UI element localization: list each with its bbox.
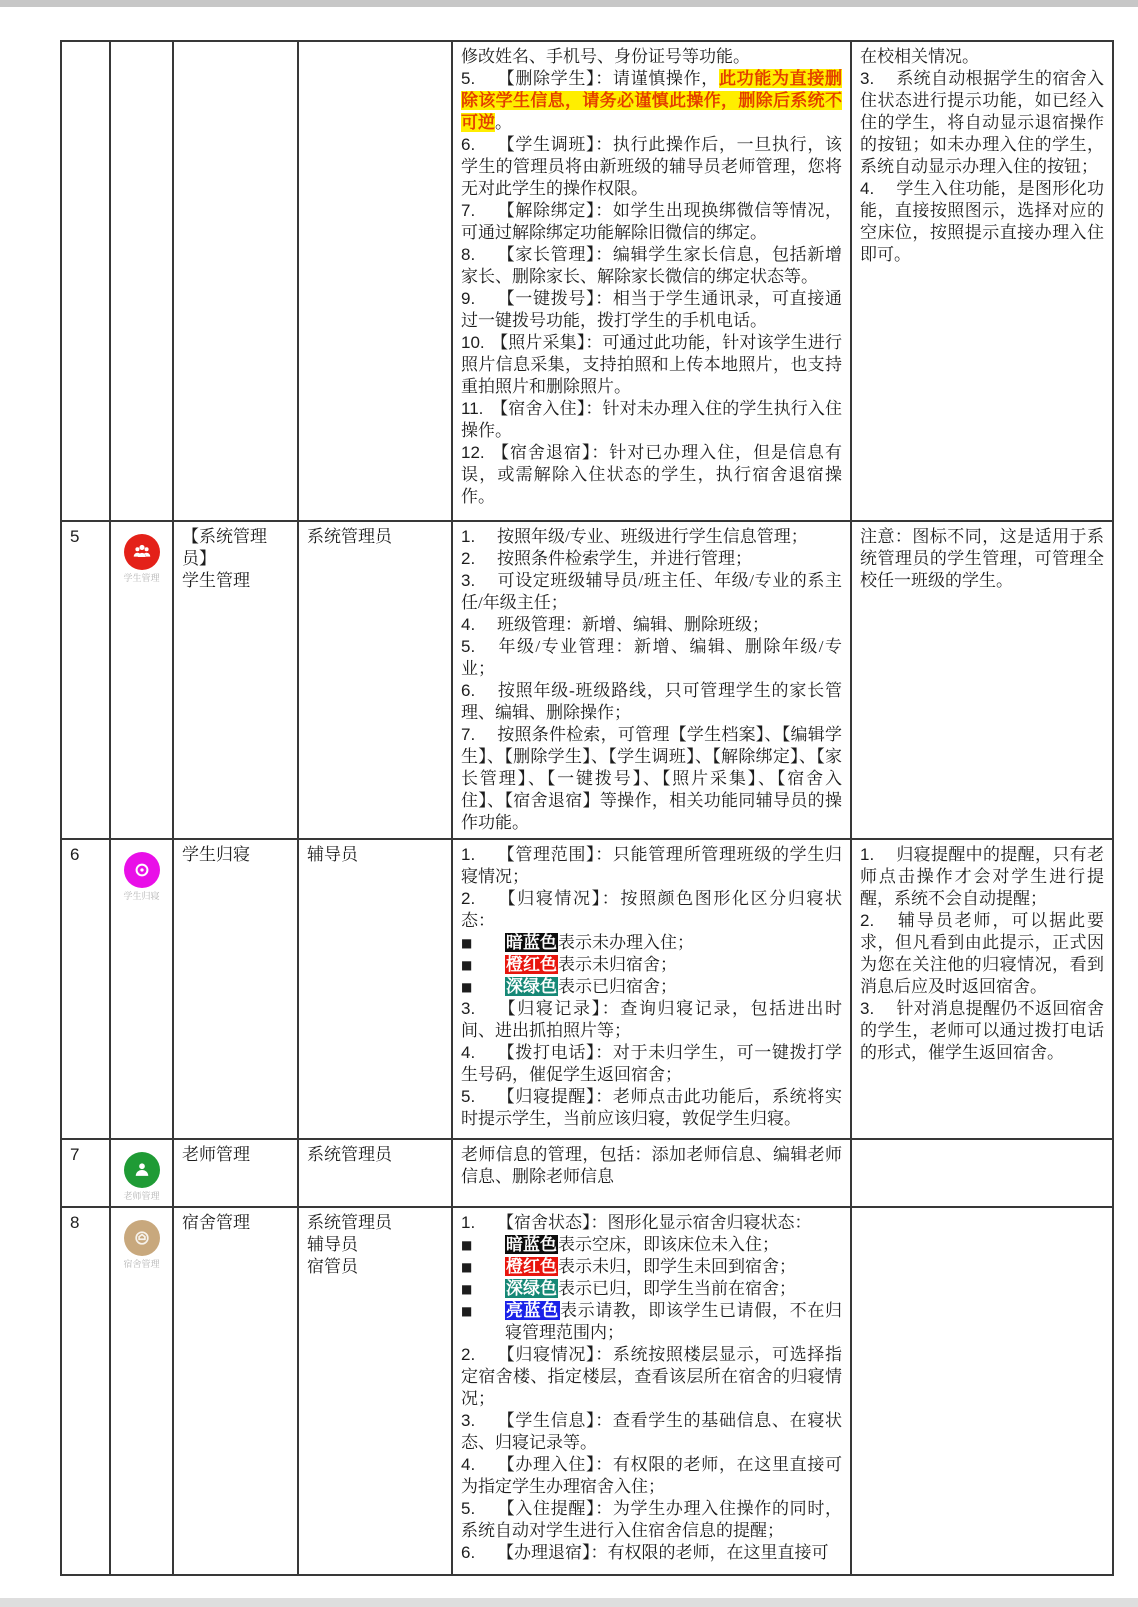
item-number: 6.: [461, 681, 476, 700]
description-paragraph: [461, 442, 842, 508]
item-number: 1.: [860, 845, 875, 864]
text-segment: 【归寝提醒】：老师点击此功能后，系统将实时提示学生，当前应该归寝，敦促学生归寝。: [461, 1087, 842, 1128]
square-bullet-icon: ■: [461, 1260, 473, 1274]
item-number: 11.: [461, 399, 484, 418]
feature-name: 宿舍管理: [182, 1213, 250, 1232]
description-paragraph: [461, 1042, 842, 1086]
description-paragraph: [461, 548, 842, 570]
table-row: [61, 521, 1113, 839]
feature-table: [60, 40, 1114, 1576]
text-segment: 【一键拨号】：相当于学生通讯录，可直接通过一键拨号功能，拨打学生的手机电话。: [461, 289, 842, 330]
color-chip: 深绿色: [506, 1279, 557, 1298]
item-number: 2.: [461, 549, 476, 568]
color-chip: 橙红色: [506, 1257, 557, 1276]
role-cell: [298, 1207, 452, 1575]
color-chip: 橙红色: [506, 955, 557, 974]
item-number: 2.: [461, 889, 476, 908]
item-number: 5.: [461, 1499, 476, 1518]
role-name: 宿管员: [307, 1257, 358, 1276]
text-segment: 归寝提醒中的提醒，只有老师点击操作才会对学生进行提醒，系统不会自动提醒；: [860, 845, 1104, 908]
legend-bullet-item: [461, 976, 842, 998]
feature-name: 学生归寝: [182, 845, 250, 864]
text-segment: 。: [495, 113, 512, 132]
description-paragraph: [461, 724, 842, 834]
role-cell: [298, 521, 452, 839]
scan-edge-bottom: [0, 1598, 1138, 1607]
description-paragraph: [461, 570, 842, 614]
text-segment: 【解除绑定】：如学生出现换绑微信等情况，可通过解除绑定功能解除旧微信的绑定。: [461, 201, 842, 242]
square-bullet-icon: ■: [461, 936, 473, 950]
item-number: 4.: [461, 1455, 476, 1474]
square-bullet-icon: ■: [461, 1282, 473, 1296]
text-segment: 【学生信息】：查看学生的基础信息、在寝状态、归寝记录等。: [461, 1411, 842, 1452]
description-paragraph: [461, 244, 842, 288]
item-number: 3.: [461, 999, 476, 1018]
description-paragraph: [461, 526, 842, 548]
role-name: 系统管理员: [307, 1213, 392, 1232]
text-segment: 针对消息提醒仍不返回宿舍的学生，老师可以通过拨打电话的形式，催学生返回宿舍。: [860, 999, 1104, 1062]
description-paragraph: [461, 998, 842, 1042]
notes-cell: [851, 1207, 1113, 1575]
description-paragraph: [461, 1144, 842, 1188]
text-segment: 表示已归，即学生当前在宿舍；: [558, 1279, 796, 1298]
description-paragraph: [461, 200, 842, 244]
legend-bullet-content: [505, 1256, 842, 1278]
text-segment: 【归寝记录】：查询归寝记录，包括进出时间、进出抓拍照片等；: [461, 999, 842, 1040]
item-number: 5.: [461, 1087, 476, 1106]
item-number: 5.: [461, 637, 476, 656]
role-cell: [298, 41, 452, 521]
text-segment: 注意：图标不同，这是适用于系统管理员的学生管理，可管理全校任一班级的学生。: [860, 527, 1104, 590]
item-number: 4.: [461, 1043, 476, 1062]
text-segment: 【照片采集】：可通过此功能，针对该学生进行照片信息采集，支持拍照和上传本地照片，也支持重拍照片和删除照片。: [461, 333, 842, 396]
item-number: 4.: [860, 179, 875, 198]
teacher-management-icon: [124, 1152, 160, 1188]
description-paragraph: [860, 910, 1104, 998]
text-segment: 【管理范围】：只能管理所管理班级的学生归寝情况；: [461, 845, 842, 886]
description-paragraph: [860, 526, 1104, 592]
item-number: 2.: [461, 1345, 476, 1364]
description-cell: [452, 1139, 851, 1207]
role-name: 系统管理员: [307, 1145, 392, 1164]
row-number-cell: [61, 839, 110, 1139]
item-number: 3.: [860, 69, 875, 88]
text-segment: 【办理入住】：有权限的老师，在这里直接可为指定学生办理宿舍入住；: [461, 1455, 842, 1496]
text-segment: 辅导员老师，可以据此要求，但凡看到由此提示，正式因为您在关注他的归寝情况，看到消息后应及时返回宿舍。: [860, 911, 1104, 996]
row-number: 5: [70, 527, 80, 546]
description-paragraph: [860, 46, 1104, 68]
description-paragraph: [461, 1498, 842, 1542]
student-management-icon: [124, 534, 160, 570]
description-paragraph: [461, 134, 842, 200]
description-cell: [452, 1207, 851, 1575]
description-paragraph: [860, 178, 1104, 266]
text-segment: 表示未归，即学生未回到宿舍；: [558, 1257, 796, 1276]
notes-cell: [851, 1139, 1113, 1207]
icon-caption: 学生管理: [123, 573, 160, 583]
feature-cell: [173, 839, 298, 1139]
text-segment: 按照年级-班级路线，只可管理学生的家长管理、编辑、删除操作；: [461, 681, 842, 722]
color-chip: 暗蓝色: [506, 1235, 557, 1254]
feature-cell: [173, 1207, 298, 1575]
item-number: 8.: [461, 245, 476, 264]
description-cell: [452, 839, 851, 1139]
color-chip: 暗蓝色: [506, 933, 557, 952]
text-segment: 表示已归宿舍；: [558, 977, 677, 996]
text-segment: 年级/专业管理：新增、编辑、删除年级/专业；: [461, 637, 842, 678]
text-segment: 【删除学生】：请谨慎操作，: [497, 69, 719, 88]
role-cell: [298, 839, 452, 1139]
notes-cell: [851, 41, 1113, 521]
item-number: 2.: [860, 911, 875, 930]
table-row: [61, 1139, 1113, 1207]
text-segment: 【学生调班】：执行此操作后，一旦执行，该学生的管理员将由新班级的辅导员老师管理，您将无对此学生的操作权限。: [461, 135, 842, 198]
item-number: 12.: [461, 443, 485, 462]
item-number: 7.: [461, 725, 476, 744]
description-paragraph: [461, 680, 842, 724]
icon-caption: 学生归寝: [123, 891, 160, 901]
description-paragraph: [860, 844, 1104, 910]
description-cell: [452, 521, 851, 839]
notes-cell: [851, 839, 1113, 1139]
item-number: 6.: [461, 1543, 476, 1562]
description-paragraph: [461, 614, 842, 636]
student-return-icon: [124, 852, 160, 888]
description-paragraph: [461, 1410, 842, 1454]
row-number-cell: [61, 41, 110, 521]
square-bullet-icon: ■: [461, 980, 473, 994]
text-segment: 在校相关情况。: [860, 47, 979, 66]
text-segment: 【归寝情况】：系统按照楼层显示，可选择指定宿舍楼、指定楼层，查看该层所在宿舍的归寝情况；: [461, 1345, 842, 1408]
legend-bullet-item: [461, 1278, 842, 1300]
item-number: 3.: [461, 1411, 476, 1430]
row-number-cell: [61, 521, 110, 839]
text-segment: 修改姓名、手机号、身份证号等功能。: [461, 47, 750, 66]
item-number: 1.: [461, 1213, 476, 1232]
item-number: 1.: [461, 527, 476, 546]
legend-bullet-content: [505, 1234, 842, 1256]
text-segment: 可设定班级辅导员/班主任、年级/专业的系主任/年级主任；: [461, 571, 842, 612]
square-bullet-icon: ■: [461, 958, 473, 972]
role-name: 辅导员: [307, 845, 358, 864]
role-cell: [298, 1139, 452, 1207]
icon-cell: [110, 41, 173, 521]
row-number-cell: [61, 1139, 110, 1207]
feature-name: 【系统管理员】: [182, 527, 267, 568]
description-paragraph: [461, 398, 842, 442]
table-row: [61, 839, 1113, 1139]
description-paragraph: [860, 998, 1104, 1064]
description-paragraph: [461, 636, 842, 680]
item-number: 9.: [461, 289, 476, 308]
item-number: 3.: [860, 999, 875, 1018]
text-segment: 【宿舍入住】：针对未办理入住的学生执行入住操作。: [461, 399, 842, 440]
text-segment: 表示未归宿舍；: [558, 955, 677, 974]
row-number: 8: [70, 1213, 80, 1232]
feature-name: 老师管理: [182, 1145, 250, 1164]
legend-bullet-content: [505, 1300, 842, 1344]
description-paragraph: [461, 1212, 842, 1234]
legend-bullet-item: [461, 1234, 842, 1256]
text-segment: 按照年级/专业、班级进行学生信息管理；: [497, 527, 808, 546]
text-segment: 表示空床，即该床位未入住；: [558, 1235, 779, 1254]
text-segment: 班级管理：新增、编辑、删除班级；: [497, 615, 769, 634]
text-segment: 系统自动根据学生的宿舍入住状态进行提示功能，如已经入住的学生，将自动显示退宿操作的按钮；如未办理入住的学生，系统自动显示办理入住的按钮；: [860, 69, 1104, 176]
item-number: 3.: [461, 571, 476, 590]
text-segment: 表示请教，即该学生已请假，不在归寝管理范围内；: [505, 1301, 842, 1342]
text-segment: 老师信息的管理，包括：添加老师信息、编辑老师信息、删除老师信息: [461, 1145, 842, 1186]
legend-bullet-content: [505, 954, 842, 976]
text-segment: 按照条件检索学生，并进行管理；: [497, 549, 752, 568]
item-number: 5.: [461, 69, 476, 88]
legend-bullet-content: [505, 1278, 842, 1300]
role-name: 系统管理员: [307, 527, 392, 546]
square-bullet-icon: ■: [461, 1304, 473, 1318]
description-paragraph: [461, 1542, 842, 1564]
icon-cell: [110, 1139, 173, 1207]
table-row: [61, 41, 1113, 521]
icon-cell: [110, 521, 173, 839]
square-bullet-icon: ■: [461, 1238, 473, 1252]
row-number: 7: [70, 1145, 80, 1164]
text-segment: 【办理退宿】：有权限的老师，在这里直接可: [497, 1543, 829, 1562]
feature-cell: [173, 521, 298, 839]
icon-caption: 老师管理: [123, 1191, 160, 1201]
icon-caption: 宿舍管理: [123, 1259, 160, 1269]
item-number: 4.: [461, 615, 476, 634]
scan-edge-top: [0, 0, 1138, 7]
text-segment: 【家长管理】：编辑学生家长信息，包括新增家长、删除家长、解除家长微信的绑定状态等。: [461, 245, 842, 286]
text-segment: 【宿舍状态】：图形化显示宿舍归寝状态：: [497, 1213, 812, 1232]
description-paragraph: [461, 1344, 842, 1410]
notes-cell: [851, 521, 1113, 839]
icon-cell: [110, 1207, 173, 1575]
row-number: 6: [70, 845, 80, 864]
description-paragraph: [461, 288, 842, 332]
feature-cell: [173, 41, 298, 521]
text-segment: 按照条件检索，可管理【学生档案】、【编辑学生】、【删除学生】、【学生调班】、【解除绑定】、【家长管理】、【一键拨号】、【照片采集】、【宿舍入住】、【宿舍退宿】等操作，相关功能同辅导员的操作功能。: [461, 725, 842, 832]
description-cell: [452, 41, 851, 521]
text-segment: 【归寝情况】：按照颜色图形化区分归寝状态：: [461, 889, 842, 930]
legend-bullet-item: [461, 1300, 842, 1344]
text-segment: 【宿舍退宿】：针对已办理入住，但是信息有误，或需解除入住状态的学生，执行宿舍退宿操作。: [461, 443, 842, 506]
legend-bullet-content: [505, 976, 842, 998]
table-row: [61, 1207, 1113, 1575]
color-chip: 深绿色: [506, 977, 557, 996]
description-paragraph: [461, 1454, 842, 1498]
item-number: 1.: [461, 845, 476, 864]
warning-highlight: 此功能为直接删除该学生信息，请务必谨慎此操作，删除后系统不可逆: [461, 69, 843, 132]
item-number: 10.: [461, 333, 485, 352]
role-name: 辅导员: [307, 1235, 358, 1254]
description-paragraph: [461, 68, 842, 134]
text-segment: 表示未办理入住；: [558, 933, 694, 952]
dorm-management-icon: [124, 1220, 160, 1256]
item-number: 6.: [461, 135, 476, 154]
feature-table-body: [61, 41, 1113, 1575]
legend-bullet-content: [505, 932, 842, 954]
row-number-cell: [61, 1207, 110, 1575]
description-paragraph: [461, 332, 842, 398]
legend-bullet-item: [461, 1256, 842, 1278]
text-segment: 【拨打电话】：对于未归学生，可一键拨打学生号码，催促学生返回宿舍；: [461, 1043, 842, 1084]
description-paragraph: [461, 46, 842, 68]
item-number: 7.: [461, 201, 476, 220]
text-segment: 【入住提醒】：为学生办理入住操作的同时，系统自动对学生进行入住宿舍信息的提醒；: [461, 1499, 842, 1540]
icon-cell: [110, 839, 173, 1139]
description-paragraph: [461, 844, 842, 888]
feature-cell: [173, 1139, 298, 1207]
description-paragraph: [461, 888, 842, 932]
feature-name: 学生管理: [182, 571, 250, 590]
text-segment: 学生入住功能，是图形化功能，直接按照图示，选择对应的空床位，按照提示直接办理入住即可。: [860, 179, 1104, 264]
color-chip: 亮蓝色: [506, 1301, 559, 1320]
description-paragraph: [461, 1086, 842, 1130]
legend-bullet-item: [461, 954, 842, 976]
legend-bullet-item: [461, 932, 842, 954]
description-paragraph: [860, 68, 1104, 178]
